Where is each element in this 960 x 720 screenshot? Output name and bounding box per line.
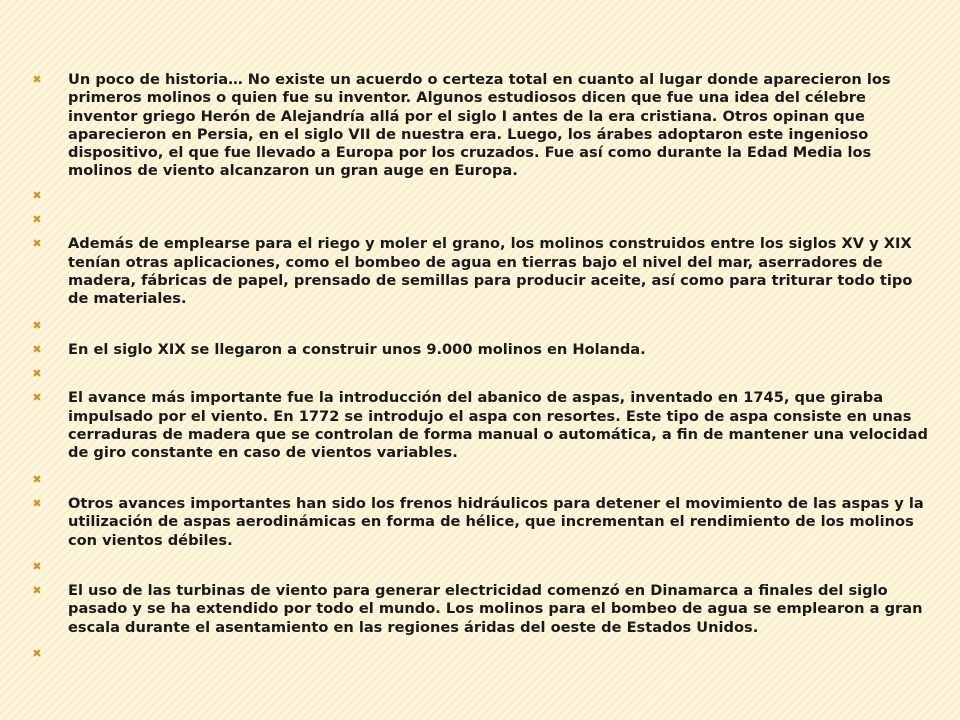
bullet-holanda [30,341,935,359]
bullet-list [30,71,935,663]
x-bullet-icon: ✖ [32,318,42,332]
bullet-text: El uso de las turbinas de viento para generar electricidad comenzó en Dinamarca a finales del siglo pasado y se ha extendido por todo el mundo. Los molinos para el bombeo de agua se emplearon a gran escala durante el asentamiento en las regiones áridas del oeste de Estados Unidos. [68,582,923,636]
bullet-text: En el siglo XIX se llegaron a construir unos 9.000 molinos en Holanda. [68,340,646,358]
x-bullet-icon: ✖ [32,584,42,598]
bullet-frenos [30,495,935,550]
x-bullet-icon: ✖ [32,472,42,486]
bullet-turbinas [30,582,935,637]
x-bullet-icon: ✖ [32,647,42,661]
bullet-text: Otros avances importantes han sido los frenos hidráulicos para detener el movimiento de las aspas y la utilización de aspas aerodinámicas en forma de hélice, que incrementan el rendimiento de los molinos con vientos débiles. [68,494,924,549]
x-bullet-icon: ✖ [32,188,42,202]
bullet-historia [30,71,935,181]
bullet-empty [30,211,935,229]
x-bullet-icon: ✖ [32,213,42,227]
x-bullet-icon: ✖ [32,237,42,251]
bullet-abanico-aspas [30,389,935,462]
bullet-empty [30,645,935,663]
bullet-text: Un poco de historia… No existe un acuerdo o certeza total en cuanto al lugar donde aparecieron los primeros molinos o quien fue su inventor. Algunos estudiosos dicen que fue una idea del célebre inventor griego Herón de Alejandría allá por el siglo I antes de la era cristiana. Otros opinan que aparecieron en Persia, en el siglo VII de nuestra era. Luego, los árabes adoptaron este ingenioso dispositivo, el que fue llevado a Europa por los cruzados. Fue así como durante la Edad Media los molinos de viento alcanzaron un gran auge en Europa. [68,71,891,180]
x-bullet-icon: ✖ [32,367,42,381]
x-bullet-icon: ✖ [32,342,42,356]
x-bullet-icon: ✖ [32,559,42,573]
bullet-empty [30,317,935,335]
bullet-empty [30,365,935,383]
bullet-text: Además de emplearse para el riego y moler el grano, los molinos construidos entre los siglos XV y XIX tenían otras aplicaciones, como el bombeo de agua en tierras bajo el nivel del mar, aserradores de madera, fábricas de papel, prensado de semillas para producir aceite, así como para triturar todo tipo de materiales. [68,235,913,308]
bullet-text: El avance más importante fue la introducción del abanico de aspas, inventado en 1745, que giraba impulsado por el viento. En 1772 se introdujo el aspa con resortes. Este tipo de aspa consiste en unas cerraduras de madera que se controlan de forma manual o automática, a fin de mantener una velocidad de giro constante en caso de vientos variables. [68,389,928,462]
bullet-empty [30,471,935,489]
x-bullet-icon: ✖ [32,73,42,86]
bullet-empty [30,187,935,205]
x-bullet-icon: ✖ [32,496,42,510]
x-bullet-icon: ✖ [32,391,42,405]
bullet-aplicaciones [30,235,935,308]
bullet-empty [30,558,935,576]
